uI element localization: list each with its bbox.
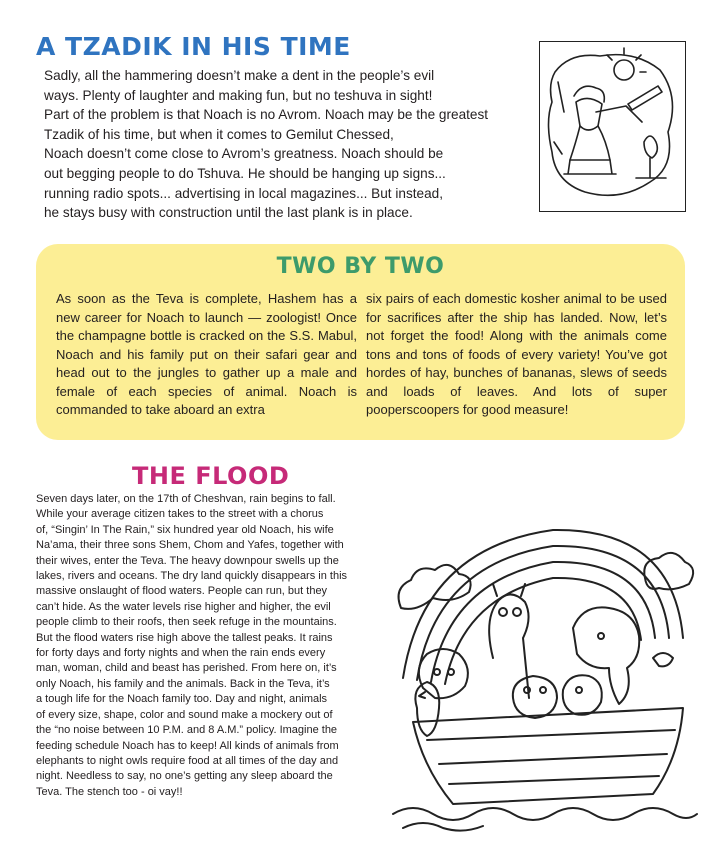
section-body-flood xyxy=(36,492,374,800)
text-line: for forty days and forty nights and when the rain ends every xyxy=(36,647,326,660)
section-body-tzadik xyxy=(44,66,514,223)
text-line: of every size, shape, color and sound make a mockery out of xyxy=(36,708,333,721)
ark-illustration xyxy=(383,508,701,834)
text-line: While your average citizen takes to the street with a chorus xyxy=(36,508,324,521)
text-line: running radio spots... advertising in local magazines... But instead, xyxy=(44,185,443,201)
text-line: Noach doesn’t come close to Avrom’s greatness. Noach should be xyxy=(44,146,444,162)
text-line: lakes, rivers and oceans. The dry land quickly disappears in this xyxy=(36,570,348,583)
text-line: the “no noise between 10 P.M. and 8 A.M.” policy. Imagine the xyxy=(36,724,338,737)
text-line: man, woman, child and beast has perished. From here on, it’s xyxy=(36,662,337,675)
text-line: Na’ama, their three sons Shem, Chom and Yafes, together with xyxy=(36,539,344,552)
noach-illustration xyxy=(539,41,686,212)
text-line: Tzadik of his time, but when it comes to Gemilut Chessed, xyxy=(44,126,394,142)
text-line: massive onslaught of flood waters. People can run, but they xyxy=(36,585,328,598)
text-line: Teva. The stench too - oi vay!! xyxy=(36,785,183,798)
text-line: feeding schedule Noach has to keep! All kinds of animals from xyxy=(36,739,339,752)
text-line: a tough life for the Noach family too. Day and night, animals xyxy=(36,693,328,706)
text-line: Sadly, all the hammering doesn’t make a dent in the people’s evil xyxy=(44,68,435,83)
text-line: can’t hide. As the water levels rise higher and higher, the evil xyxy=(36,600,331,613)
text-line: people climb to their roofs, then seek refuge in the mountains. xyxy=(36,616,337,629)
two-by-two-column-1: As soon as the Teva is complete, Hashem has a new career for Noach to launch — zoologist! Once the champagne bottle is cracked on the S.S. Mabul, Noach and his family put on their safari gear and head out to the jungles to gather up a male and female of each species of animal. Noach is commanded to take aboard an extra xyxy=(56,291,357,417)
text-line: of, “Singin’ In The Rain,” six hundred year old Noach, his wife xyxy=(36,523,334,536)
text-line: he stays busy with construction until the last plank is in place. xyxy=(44,205,413,221)
text-line: Seven days later, on the 17th of Cheshvan, rain begins to fall. xyxy=(36,493,336,505)
text-line: out begging people to do Tshuva. He should be hanging up signs... xyxy=(44,165,446,181)
text-line: ways. Plenty of laughter and making fun, but no teshuva in sight! xyxy=(44,87,433,103)
text-line: night. Needless to say, no one’s getting any sleep aboard the xyxy=(36,770,333,783)
text-line: elephants to night owls require food at all times of the day and xyxy=(36,754,339,767)
section-title-flood: THE FLOOD xyxy=(132,462,290,490)
section-title-tzadik: A TZADIK IN HIS TIME xyxy=(36,32,351,61)
two-by-two-panel xyxy=(36,244,685,440)
text-line: only Noach, his family and the animals. Back in the Teva, it’s xyxy=(36,677,330,690)
text-line: But the flood waters rise high above the tallest peaks. It rains xyxy=(36,631,333,644)
text-line: Part of the problem is that Noach is no Avrom. Noach may be the greatest xyxy=(44,107,489,123)
text-line: their wives, enter the Teva. The heavy downpour swells up the xyxy=(36,554,339,567)
section-title-two-by-two: TWO BY TWO xyxy=(276,254,445,279)
two-by-two-column-2: six pairs of each domestic kosher animal to be used for sacrifices after the ship has landed. Now, let’s not forget the food! Along with the animals come tons and tons of foods of every variety! You’ve got hordes of hay, bunches of bananas, slews of seeds and loads of leaves. And lots of super pooperscoopers for good measure! xyxy=(366,291,667,417)
